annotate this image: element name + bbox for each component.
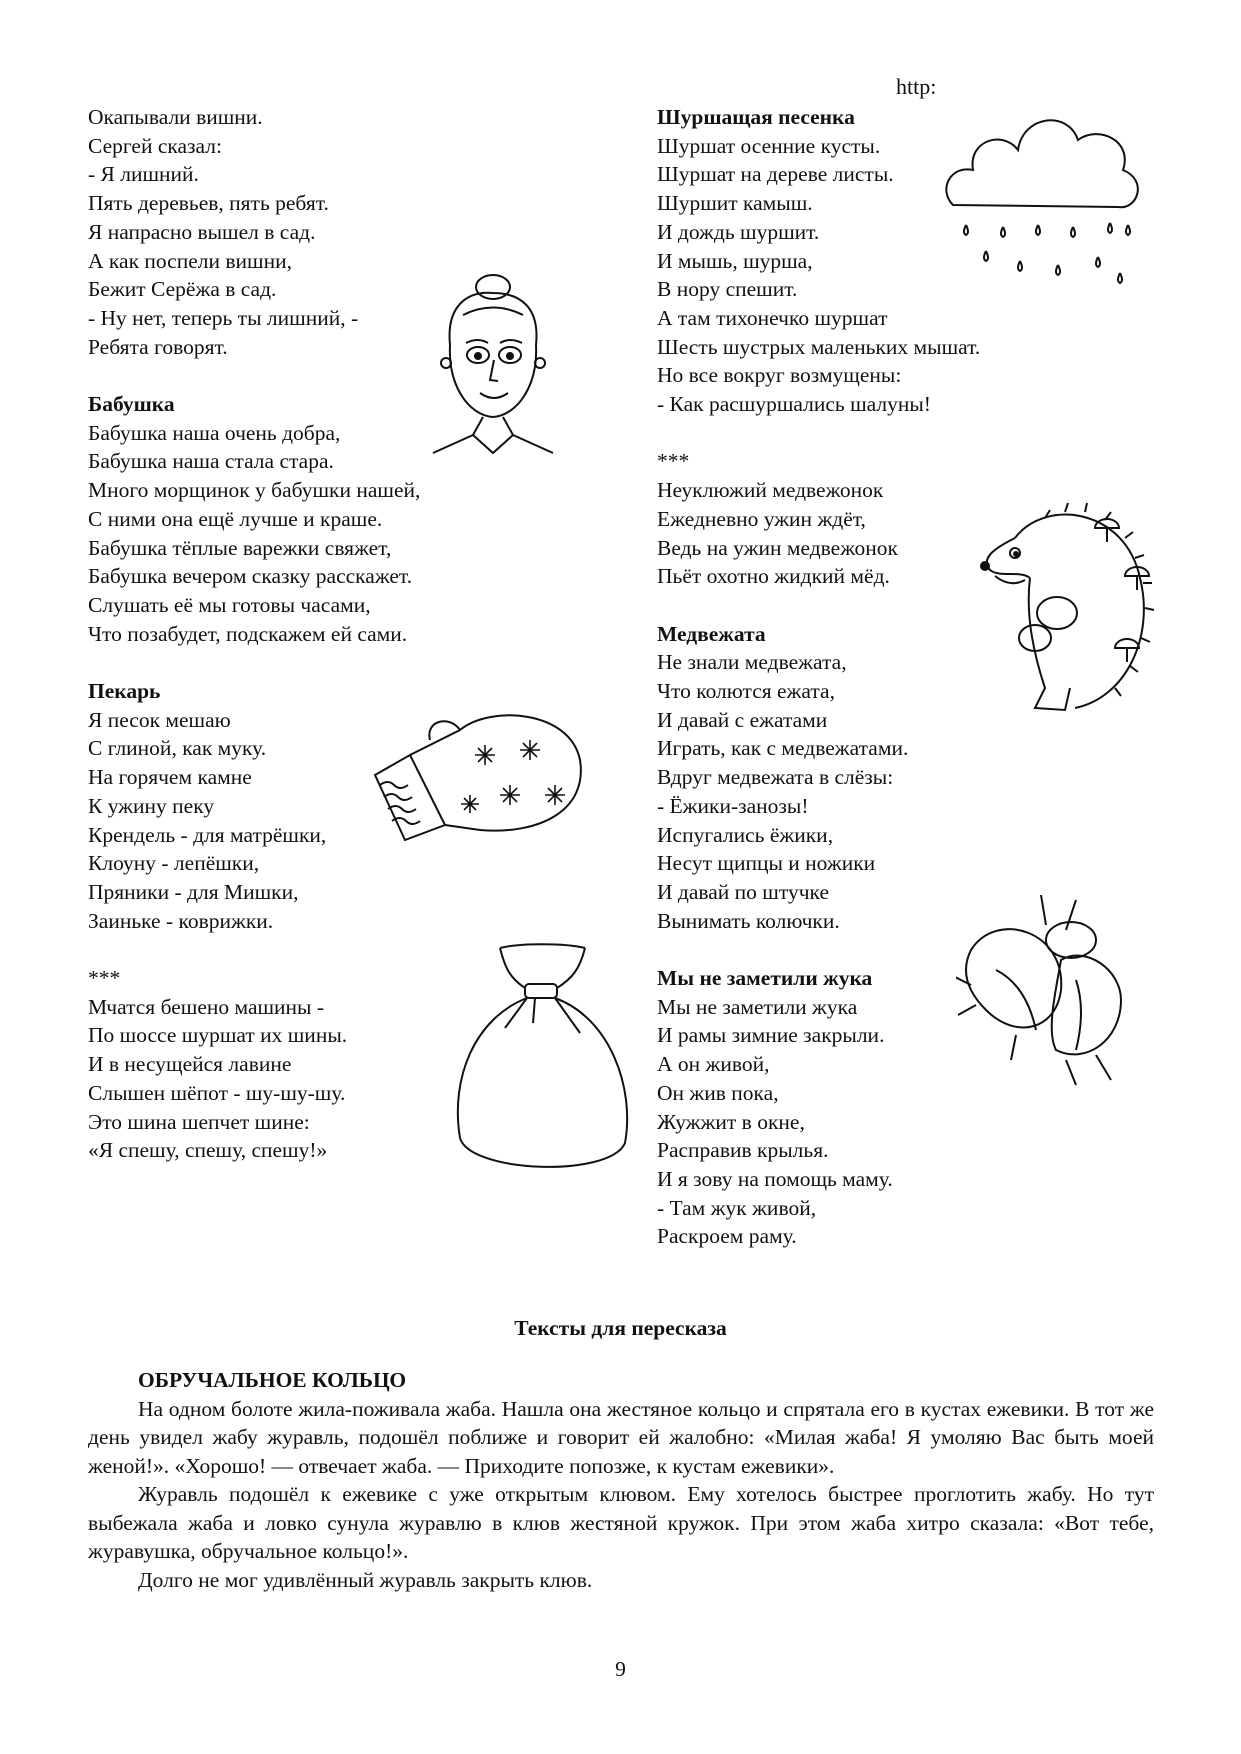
poem-line: С глиной, как муку. [88,736,267,761]
beetle-illustration [956,890,1131,1090]
poem-line: И в несущейся лавине [88,1052,292,1077]
poem-title: Бабушка [88,392,175,417]
poem-line: Бабушка наша стала стара. [88,449,334,474]
poem-line: Он жив пока, [657,1080,779,1105]
poem-line: Бежит Серёжа в сад. [88,277,277,302]
poem-line: Раскроем раму. [657,1224,797,1249]
grandmother-illustration [428,265,558,455]
mitten-illustration [370,700,590,845]
poem-line: Пять деревьев, пять ребят. [88,191,329,216]
poem-line: Много морщинок у бабушки нашей, [88,478,421,503]
poem-line: Окапывали вишни. [88,105,263,129]
poem-line: Ребята говорят. [88,334,228,359]
poem-title: Мы не заметили жука [657,966,873,991]
poem-line: А там тихонечко шуршат [657,305,888,330]
poem-title: *** [657,449,690,474]
hedgehog-illustration [975,498,1160,723]
poem-line: Шуршат осенние кусты. [657,133,881,158]
poem-line: А как поспели вишни, [88,248,292,273]
poem-line: Что колются ежата, [657,679,835,704]
poem-line: Вынимать колючки. [657,908,840,933]
poem-line: Бабушка вечером сказку расскажет. [88,564,413,589]
poem-title: Пекарь [88,679,161,704]
poem-line: Бабушка тёплые варежки свяжет, [88,535,392,560]
poem-line: И рамы зимние закрыли. [657,1023,885,1048]
poem-line: И я зову на помощь маму. [657,1166,893,1191]
poem-line: - Я лишний. [88,162,199,187]
poem-line: Бабушка наша очень добра, [88,420,341,445]
poem-line: Сергей сказал: [88,133,222,158]
poem-line: Мы не заметили жука [657,994,858,1019]
poem-line: Пряники - для Мишки, [88,879,299,904]
poem-line: Заиньке - коврижки. [88,908,274,933]
poem-line: И давай по штучке [657,879,829,904]
page-number: 9 [615,1657,626,1681]
poem-line: Слушать её мы готовы часами, [88,592,371,617]
stanza-gap [88,648,648,677]
poem-line: Крендель - для матрёшки, [88,822,327,847]
poem-line: Клоуну - лепёшки, [88,851,260,876]
poem-line: Шесть шустрых маленьких мышат. [657,334,981,359]
poem-line: Я напрасно вышел в сад. [88,219,316,244]
poem-title: Медвежата [657,621,766,646]
poem-line: Пьёт охотно жидкий мёд. [657,564,890,589]
poem-line: Ежедневно ужин ждёт, [657,506,866,531]
poem-line: В нору спешит. [657,277,798,302]
story-paragraph: Долго не мог удивлённый журавль закрыть клюв. [138,1567,593,1592]
poem-title: Шуршащая песенка [657,105,855,129]
poem-line: На горячем камне [88,765,252,790]
poem-line: И мышь, шурша, [657,248,813,273]
poem-line: - Как расшуршались шалуны! [657,392,931,417]
retelling-story [88,1366,1154,1594]
poem-line: Шуршит камыш. [657,191,813,216]
poem-line: Несут щипцы и ножики [657,851,876,876]
poem-line: - Там жук живой, [657,1195,817,1220]
poem-line: «Я спешу, спешу, спешу!» [88,1138,328,1163]
poem-line: Шуршат на дереве листы. [657,162,894,187]
poem-line: А он живой, [657,1052,770,1077]
poem-line: С ними она ещё лучше и краше. [88,506,383,531]
poem-line: По шоссе шуршат их шины. [88,1023,348,1048]
poem-line: Мчатся бешено машины - [88,994,325,1019]
poem-line: - Ёжики-занозы! [657,793,809,818]
poem-line: Играть, как с медвежатами. [657,736,909,761]
poem-line: Ведь на ужин медвежонок [657,535,898,560]
poem-line: К ужину пеку [88,793,215,818]
poem-line: Не знали медвежата, [657,650,847,675]
poem-line: Но все вокруг возмущены: [657,363,902,388]
stanza-gap [657,935,1217,964]
poem-line: Это шина шепчет шине: [88,1109,310,1134]
poem-line: Что позабудет, подскажем ей сами. [88,621,408,646]
story-paragraph: На одном болоте жила-поживала жаба. Нашла она жестяное кольцо и спрятала его в кустах ежевики. В тот же день увидел жабу журавль, подошёл поближе и говорит ей жалобно: «Милая жаба! Я умоляю Вас быть моей женой!». «Хорошо! — отвечает жаба. — Приходите попозже, к кустам ежевики». [88,1396,1154,1478]
sack-illustration [445,938,635,1178]
retelling-heading: Тексты для пересказа [514,1316,727,1340]
poem-line: Неуклюжий медвежонок [657,478,884,503]
poem-title: *** [88,966,121,991]
story-title: ОБРУЧАЛЬНОЕ КОЛЬЦО [138,1368,407,1392]
poem-line: Расправив крылья. [657,1138,829,1163]
poem-line: И дождь шуршит. [657,219,820,244]
stanza-gap [88,361,648,390]
poem-line: И давай с ежатами [657,707,828,732]
poem-line: Слышен шёпот - шу-шу-шу. [88,1080,346,1105]
poem-line: Жужжит в окне, [657,1109,805,1134]
poem-line: Испугались ёжики, [657,822,834,847]
header-url: http: [896,74,937,99]
stanza-gap [657,419,1217,448]
poem-line: - Ну нет, теперь ты лишний, - [88,305,359,330]
story-paragraph: Журавль подошёл к ежевике с уже открытым клювом. Ему хотелось быстрее проглотить жабу. Но тут выбежала жаба и ловко сунула журавлю в клюв жестяной кружок. При этом жаба хитро сказала: «Вот тебе, журавушка, обручальное кольцо!». [88,1482,1154,1563]
poem-line: Вдруг медвежата в слёзы: [657,765,894,790]
poem-line: Я песок мешаю [88,707,231,732]
cloud-rain-illustration [938,95,1148,295]
